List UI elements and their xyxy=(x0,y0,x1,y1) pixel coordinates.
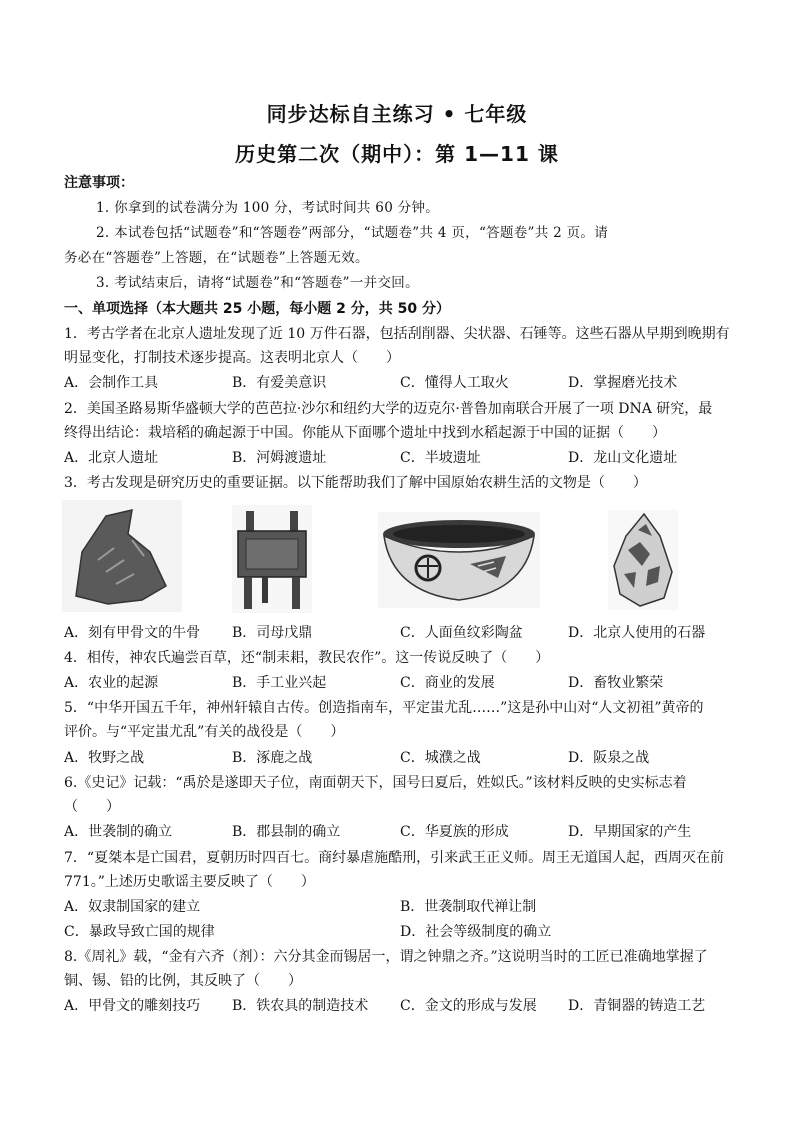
q7-option-b: B．世袭制取代禅让制 xyxy=(400,899,537,915)
question-2-stem-cont: 终得出结论：栽培稻的确起源于中国。你能从下面哪个遗址中找到水稻起源于中国的证据（ ） xyxy=(64,425,666,441)
q5-option-d: D．阪泉之战 xyxy=(568,750,650,766)
exam-title: 同步达标自主练习 • 七年级 xyxy=(266,102,528,126)
q5-option-a: A．牧野之战 xyxy=(64,750,145,766)
notice-item-1: 1. 你拿到的试卷满分为 100 分，考试时间共 60 分钟。 xyxy=(96,200,440,216)
q4-option-a: A．农业的起源 xyxy=(64,675,159,691)
question-1-stem: 1．考古学者在北京人遗址发现了近 10 万件石器，包括刮削器、尖状器、石锤等。这些石器从早期到晚期有 xyxy=(64,326,730,342)
q1-option-a: A．会制作工具 xyxy=(64,375,159,391)
q5-option-b: B．涿鹿之战 xyxy=(232,750,313,766)
painted-pottery-basin-image xyxy=(378,512,540,608)
q1-option-b: B．有爱美意识 xyxy=(232,375,327,391)
q8-option-a: A．甲骨文的雕刻技巧 xyxy=(64,998,201,1014)
q3-option-b: B．司母戊鼎 xyxy=(232,625,313,641)
stone-tool-image xyxy=(608,510,678,610)
q6-option-d: D．早期国家的产生 xyxy=(568,824,692,840)
question-7-stem-cont: 771。”上述历史歌谣主要反映了（ ） xyxy=(64,874,315,890)
q3-option-d: D．北京人使用的石器 xyxy=(568,625,706,641)
q4-option-d: D．畜牧业繁荣 xyxy=(568,675,664,691)
q7-option-d: D．社会等级制度的确立 xyxy=(400,924,552,940)
q2-option-c: C．半坡遗址 xyxy=(400,450,481,466)
question-1-stem-cont: 明显变化，打制技术逐步提高。这表明北京人（ ） xyxy=(64,350,400,366)
q4-option-b: B．手工业兴起 xyxy=(232,675,327,691)
question-8-stem: 8.《周礼》载，“金有六齐（剂）：六分其金而锡居一，谓之钟鼎之齐。”这说明当时的工匠已准确地掌握了 xyxy=(64,949,708,965)
q1-option-c: C．懂得人工取火 xyxy=(400,375,509,391)
q7-option-c: C．暴政导致亡国的规律 xyxy=(64,924,215,940)
notice-item-3: 3. 考试结束后，请将“试题卷”和“答题卷”一并交回。 xyxy=(96,275,419,291)
q6-option-b: B．郡县制的确立 xyxy=(232,824,341,840)
q6-option-a: A．世袭制的确立 xyxy=(64,824,173,840)
question-2-stem: 2．美国圣路易斯华盛顿大学的芭芭拉·沙尔和纽约大学的迈克尔·普鲁加南联合开展了一项 DNA 研究，最 xyxy=(64,401,713,417)
section-heading: 一、单项选择（本大题共 25 小题，每小题 2 分，共 50 分） xyxy=(64,301,450,317)
question-5-stem: 5．“中华开国五千年，神州轩辕自古传。创造指南车，平定蚩尤乱……”这是孙中山对“人文初祖”黄帝的 xyxy=(64,700,704,716)
exam-subtitle: 历史第二次（期中）：第 1—11 课 xyxy=(235,142,559,166)
q5-option-c: C．城濮之战 xyxy=(400,750,481,766)
q3-option-c: C．人面鱼纹彩陶盆 xyxy=(400,625,523,641)
question-8-stem-cont: 铜、锡、铅的比例，其反映了（ ） xyxy=(64,973,302,989)
notice-item-2: 2. 本试卷包括“试题卷”和“答题卷”两部分，“试题卷”共 4 页，“答题卷”共 2 页。请 xyxy=(96,225,609,241)
q2-option-d: D．龙山文化遗址 xyxy=(568,450,678,466)
question-6-stem-cont: （ ） xyxy=(64,799,120,815)
q2-option-a: A．北京人遗址 xyxy=(64,450,159,466)
notice-heading: 注意事项： xyxy=(64,175,134,191)
q7-option-a: A．奴隶制国家的建立 xyxy=(64,899,201,915)
question-5-stem-cont: 评价。与“平定蚩尤乱”有关的战役是（ ） xyxy=(64,724,345,740)
q8-option-b: B．铁农具的制造技术 xyxy=(232,998,369,1014)
question-6-stem: 6.《史记》记载：“禹於是遂即天子位，南面朝天下，国号曰夏后，姓姒氏。”该材料反映的史实标志着 xyxy=(64,775,687,791)
q6-option-c: C．华夏族的形成 xyxy=(400,824,509,840)
notice-item-2-cont: 务必在“答题卷”上答题，在“试题卷”上答题无效。 xyxy=(64,250,369,266)
simuwu-ding-image xyxy=(232,505,312,613)
q4-option-c: C．商业的发展 xyxy=(400,675,495,691)
question-3-stem: 3．考古发现是研究历史的重要证据。以下能帮助我们了解中国原始农耕生活的文物是（ ） xyxy=(64,475,647,491)
q8-option-c: C．金文的形成与发展 xyxy=(400,998,537,1014)
question-4-stem: 4．相传，神农氏遍尝百草，还“制耒耜，教民农作”。这一传说反映了（ ） xyxy=(64,650,550,666)
question-7-stem: 7．“夏桀本是亡国君，夏朝历时四百七。商纣暴虐施酷刑，引来武王正义师。周王无道国人起，西周灭在前 xyxy=(64,850,725,866)
oracle-bone-image xyxy=(62,500,182,612)
q3-option-a: A．刻有甲骨文的牛骨 xyxy=(64,625,201,641)
q8-option-d: D．青铜器的铸造工艺 xyxy=(568,998,706,1014)
q1-option-d: D．掌握磨光技术 xyxy=(568,375,678,391)
q2-option-b: B．河姆渡遗址 xyxy=(232,450,327,466)
